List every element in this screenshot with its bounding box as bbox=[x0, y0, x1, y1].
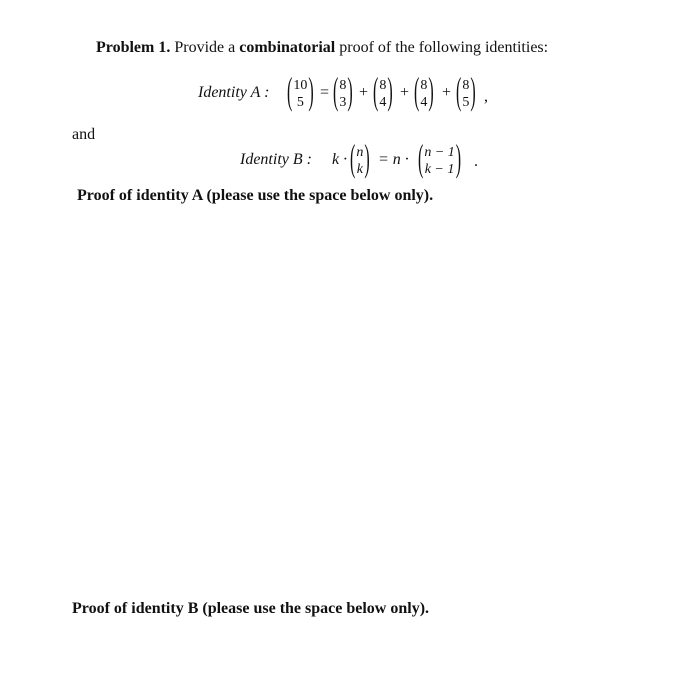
comma: , bbox=[484, 88, 488, 105]
problem-text: Provide a bbox=[174, 39, 236, 56]
binomial-lhs-a: ( 10 5 ) bbox=[287, 72, 314, 114]
plus-sign: + bbox=[359, 84, 369, 101]
identity-a-label: Identity A : bbox=[198, 84, 270, 101]
proof-b-heading: Proof of identity B (please use the space below only). bbox=[72, 600, 430, 617]
rhs-factor: = n · bbox=[378, 151, 409, 168]
connector-and: and bbox=[72, 126, 96, 143]
plus-sign: + bbox=[400, 84, 410, 101]
period: . bbox=[474, 153, 478, 170]
equals-sign: = bbox=[320, 84, 330, 101]
binomial-term: ( 8 3 ) bbox=[333, 72, 353, 114]
problem-text-after: proof of the following identities: bbox=[339, 39, 549, 56]
binomial-term: ( 8 4 ) bbox=[373, 72, 393, 114]
binomial-term: ( 8 4 ) bbox=[414, 72, 434, 114]
proof-b-answer-space[interactable] bbox=[72, 625, 612, 685]
lhs-factor: k · bbox=[332, 151, 348, 168]
proof-a-answer-space[interactable] bbox=[77, 212, 617, 592]
binomial-lhs-b: ( n k ) bbox=[350, 139, 370, 181]
plus-sign: + bbox=[442, 84, 452, 101]
problem-label: Problem 1. bbox=[96, 39, 171, 56]
problem-statement bbox=[96, 39, 548, 57]
binomial-term: ( 8 5 ) bbox=[456, 72, 476, 114]
problem-bold-word: combinatorial bbox=[239, 39, 336, 56]
binomial-rhs-b: ( n − 1 k − 1 ) bbox=[418, 139, 462, 181]
identity-b-label: Identity B : bbox=[240, 151, 312, 168]
proof-a-heading: Proof of identity A (please use the space below only). bbox=[77, 187, 434, 204]
